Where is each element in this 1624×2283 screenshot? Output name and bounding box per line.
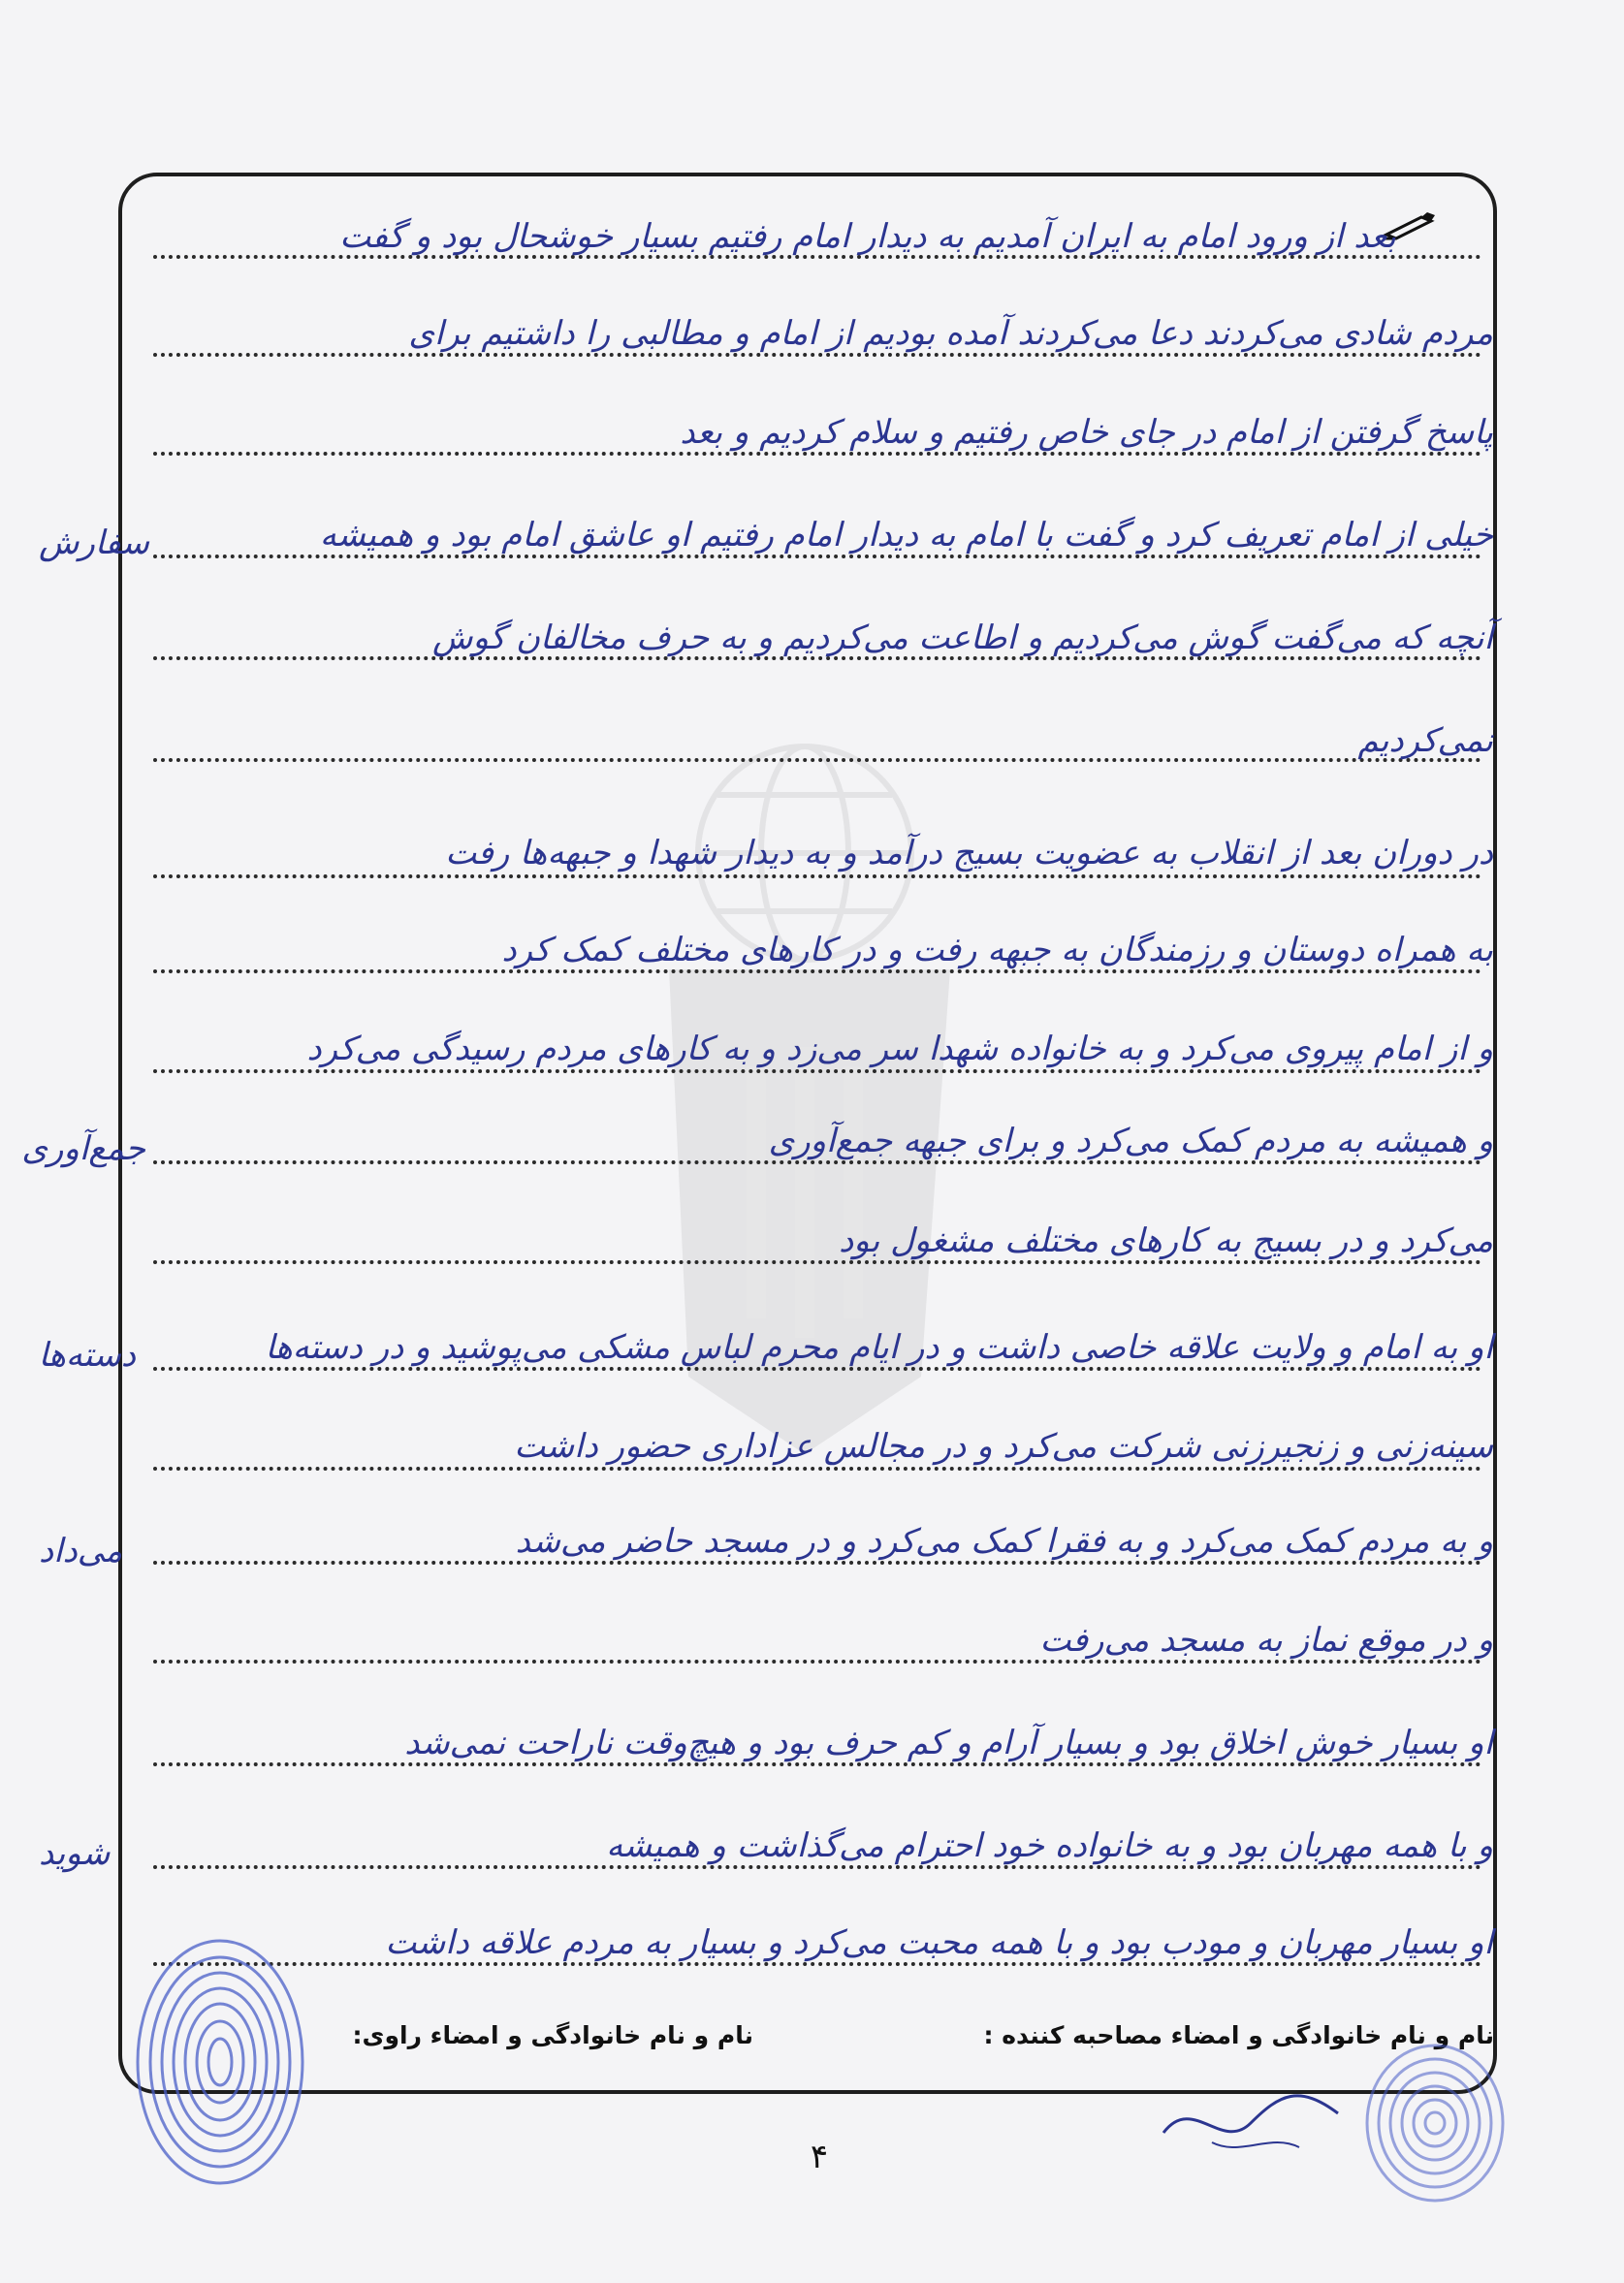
handwritten-line: و به مردم کمک می‌کرد و به فقرا کمک می‌کرد و در مسجد حاضر می‌شد	[515, 1522, 1493, 1561]
fingerprint-icon	[131, 1934, 310, 2191]
handwritten-line: به همراه دوستان و رزمندگان به جبهه رفت و در کارهای مختلف کمک کرد	[501, 931, 1493, 969]
handwritten-line: بعد از ورود امام به ایران آمدیم به دیدار امام رفتیم بسیار خوشحال بود و گفت	[339, 217, 1396, 256]
handwritten-line: سینه‌زنی و زنجیرزنی شرکت می‌کرد و در مجالس عزاداری حضور داشت	[514, 1427, 1493, 1466]
handwritten-line: او بسیار خوش اخلاق بود و بسیار آرام و کم حرف بود و هیچ‌وقت ناراحت نمی‌شد	[404, 1724, 1493, 1762]
handwritten-line: و در موقع نماز به مسجد می‌رفت	[1039, 1621, 1493, 1660]
ruled-line	[153, 874, 1481, 878]
margin-note: شوید	[39, 1834, 111, 1873]
handwritten-line: می‌کرد و در بسیج به کارهای مختلف مشغول بود	[839, 1221, 1493, 1260]
margin-note: دسته‌ها	[38, 1336, 136, 1375]
narrator-signature-label: نام و نام خانوادگی و امضاء راوی:	[352, 2021, 753, 2049]
handwritten-line: او بسیار مهربان و مودب بود و با همه محبت می‌کرد و بسیار به مردم علاقه داشت	[385, 1923, 1493, 1962]
handwritten-line: نمی‌کردیم	[1357, 721, 1493, 760]
margin-note: جمع‌آوری	[21, 1129, 145, 1168]
signature-scribble	[1154, 2075, 1348, 2162]
handwritten-line: پاسخ گرفتن از امام در جای خاص رفتیم و سلام کردیم و بعد	[680, 413, 1493, 452]
handwritten-line: و از امام پیروی می‌کرد و به خانواده شهدا سر می‌زد و به کارهای مردم رسیدگی می‌کرد	[306, 1030, 1493, 1068]
handwritten-line: خیلی از امام تعریف کرد و گفت با امام به دیدار امام رفتیم او عاشق امام بود و همیشه	[319, 516, 1493, 555]
handwritten-line: و با همه مهربان بود و به خانواده خود احترام می‌گذاشت و همیشه	[606, 1826, 1493, 1865]
page-number: ۴	[810, 2138, 829, 2176]
margin-note: می‌داد	[39, 1532, 123, 1570]
interviewer-signature-label: نام و نام خانوادگی و امضاء مصاحبه کننده :	[983, 2021, 1494, 2049]
handwritten-line: مردم شادی می‌کردند دعا می‌کردند آمده بودیم از امام و مطالبی را داشتیم برای	[408, 314, 1493, 353]
handwritten-line: و همیشه به مردم کمک می‌کرد و برای جبهه جمع‌آوری	[768, 1122, 1493, 1160]
margin-note: سفارش	[39, 523, 149, 562]
handwritten-line: در دوران بعد از انقلاب به عضویت بسیج درآمد و به دیدار شهدا و جبهه‌ها رفت	[445, 834, 1493, 872]
handwritten-line: او به امام و ولایت علاقه خاصی داشت و در ایام محرم لباس مشکی می‌پوشید و در دسته‌ها	[265, 1328, 1493, 1367]
fingerprint-icon	[1362, 2041, 1508, 2205]
handwritten-line: آنچه که می‌گفت گوش می‌کردیم و اطاعت می‌کردیم و به حرف مخالفان گوش	[432, 618, 1493, 657]
